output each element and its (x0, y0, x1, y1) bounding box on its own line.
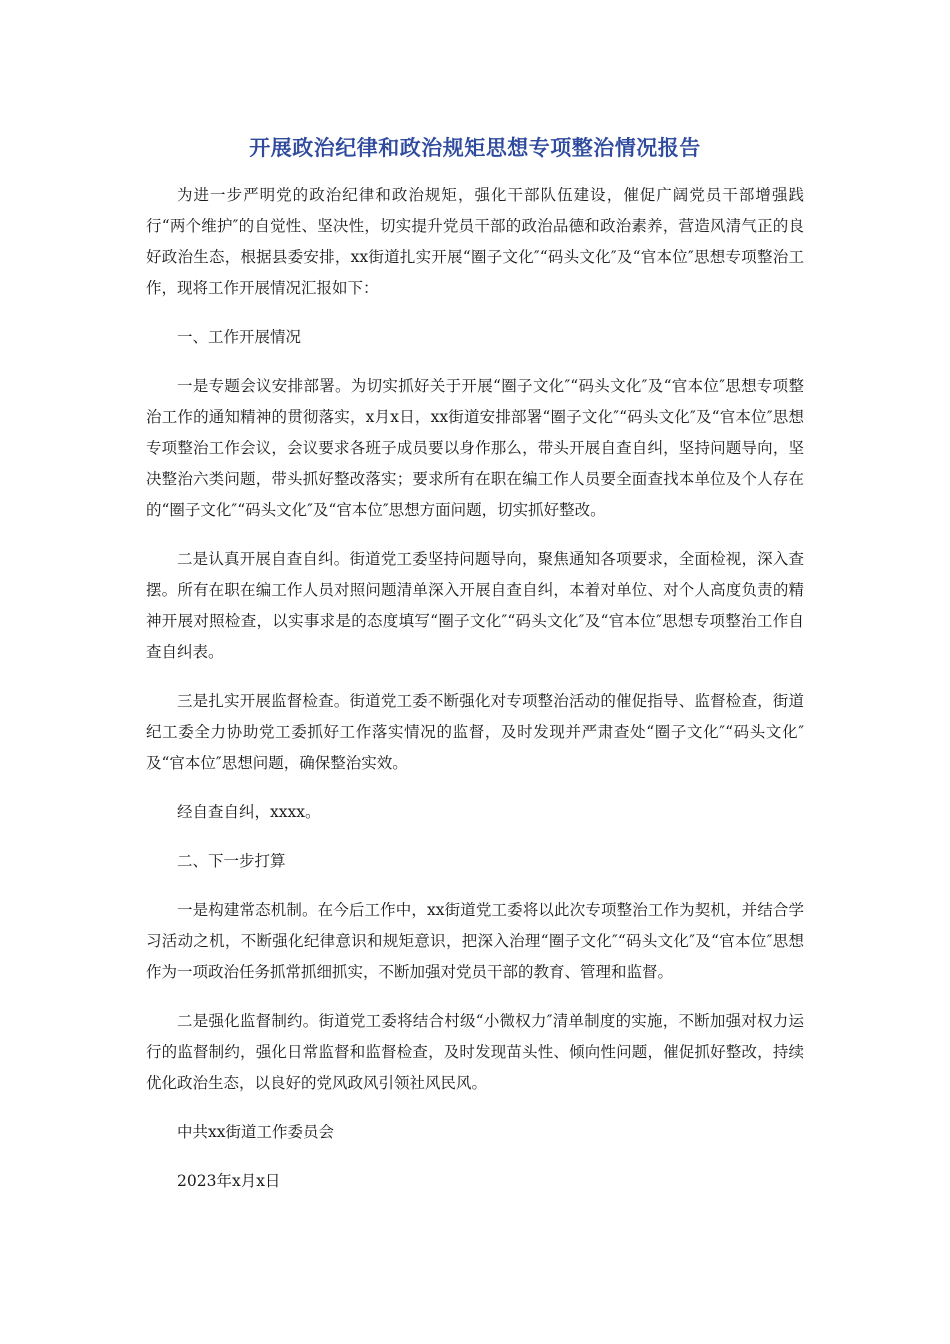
body-paragraph: 经自查自纠，xxxx。 (177, 803, 321, 821)
body-paragraph: 一是构建常态机制。在今后工作中，xx街道党工委将以此次专项整治工作为契机，并结合学习活动之机，不断强化纪律意识和规矩意识，把深入治理“圈子文化″“码头文化″及“官本位″思想作为一项政治任务抓常抓细抓实，不断加强对党员干部的教育、管理和监督。 (146, 901, 804, 981)
body-paragraph: 二是认真开展自查自纠。街道党工委坚持问题导向，聚焦通知各项要求，全面检视，深入查摆。所有在职在编工作人员对照问题清单深入开展自查自纠，本着对单位、对个人高度负责的精神开展对照检查，以实事求是的态度填写“圈子文化″“码头文化″及“官本位″思想专项整治工作自查自纠表。 (146, 550, 804, 661)
intro-paragraph: 为进一步严明党的政治纪律和政治规矩，强化干部队伍建设，催促广阔党员干部增强践行“两个维护″的自觉性、坚决性，切实提升党员干部的政治品德和政治素养，营造风清气正的良好政治生态，根据县委安排，xx街道扎实开展“圈子文化″“码头文化″及“官本位″思想专项整治工作，现将工作开展情况汇报如下： (146, 186, 804, 297)
signature-organization: 中共xx街道工作委员会 (177, 1123, 334, 1141)
section-heading-2: 二、下一步打算 (177, 852, 286, 870)
document-body (146, 180, 804, 1215)
section-heading-1: 一、工作开展情况 (177, 328, 302, 346)
body-paragraph: 二是强化监督制约。街道党工委将结合村级“小微权力″清单制度的实施，不断加强对权力运行的监督制约，强化日常监督和监督检查，及时发现苗头性、倾向性问题，催促抓好整改，持续优化政治生态，以良好的党风政风引领社风民风。 (146, 1012, 804, 1092)
body-paragraph: 一是专题会议安排部署。为切实抓好关于开展“圈子文化″“码头文化″及“官本位″思想专项整治工作的通知精神的贯彻落实，x月x日，xx街道安排部署“圈子文化″“码头文化″及“官本位″思想专项整治工作会议，会议要求各班子成员要以身作那么，带头开展自查自纠，坚持问题导向，坚决整治六类问题，带头抓好整改落实；要求所有在职在编工作人员要全面查找本单位及个人存在的“圈子文化″“码头文化″及“官本位″思想方面问题，切实抓好整改。 (146, 377, 804, 519)
document-title: 开展政治纪律和政治规矩思想专项整治情况报告 (249, 136, 701, 160)
body-paragraph: 三是扎实开展监督检查。街道党工委不断强化对专项整治活动的催促指导、监督检查，街道纪工委全力协助党工委抓好工作落实情况的监督，及时发现并严肃查处“圈子文化″“码头文化″及“官本位″思想问题，确保整治实效。 (146, 692, 804, 772)
signature-date: 2023年x月x日 (177, 1172, 281, 1190)
